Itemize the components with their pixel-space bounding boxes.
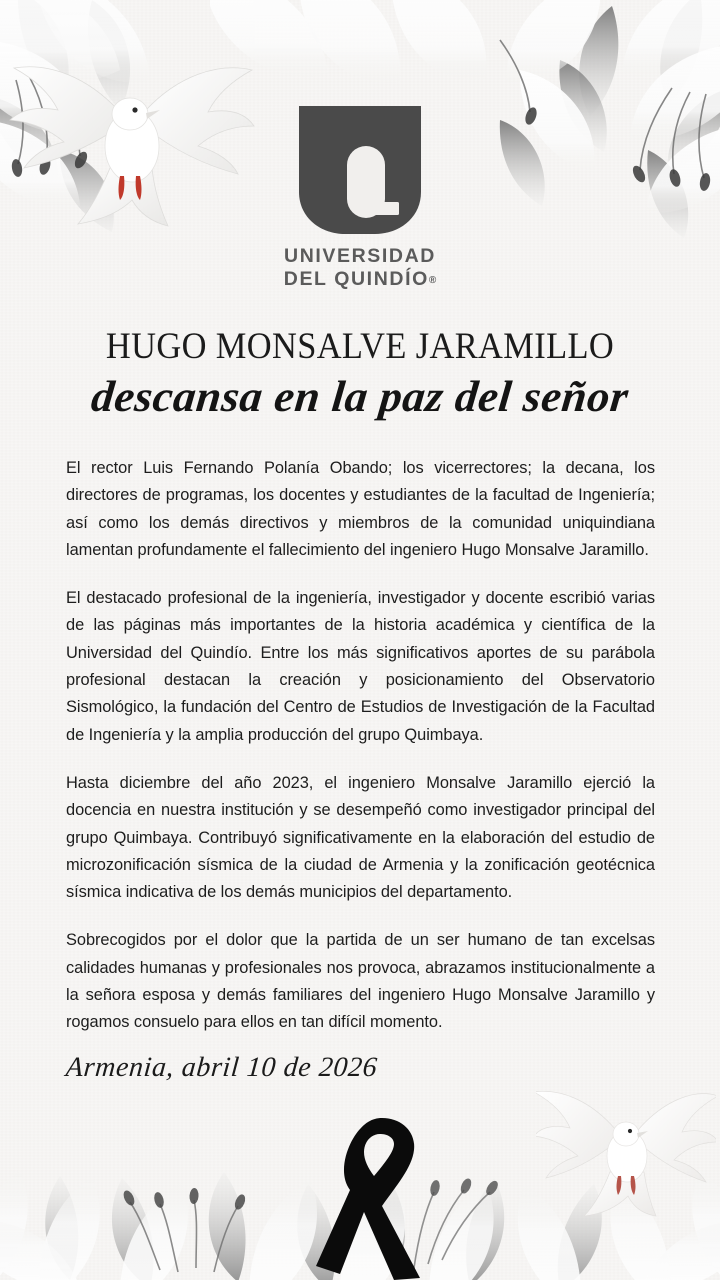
universidad-del-quindio-shield-icon	[295, 104, 425, 236]
rest-in-peace-phrase: descansa en la paz del señor	[89, 372, 631, 421]
paragraph-4: Sobrecogidos por el dolor que la partida de un ser humano de tan excelsas calidades humanas y profesionales nos provoca, abrazamos institucionalmente a la señora esposa y demás familiares del ingeniero Hugo Monsalve Jaramillo y rogamos consuelo para ellos en tan difícil momento.	[66, 931, 655, 1032]
university-logo-text	[0, 245, 720, 291]
place-and-date: Armenia, abril 10 de 2026	[64, 1052, 379, 1083]
registered-trademark-symbol: ®	[428, 275, 437, 286]
paragraph-1: El rector Luis Fernando Polanía Obando; los vicerrectores; la decana, los directores de programas, los docentes y estudiantes de la facultad de Ingeniería; así como los demás directivos y miembros de la comunidad uniquindiana lamentan profundamente el fallecimiento del ingeniero Hugo Monsalve Jaramillo.	[66, 459, 655, 559]
university-logo	[0, 104, 720, 291]
memorial-body-text	[66, 455, 655, 1037]
logo-line-2: DEL QUINDÍO	[283, 268, 429, 290]
deceased-name: HUGO MONSALVE JARAMILLO	[105, 326, 615, 367]
paragraph-3: Hasta diciembre del año 2023, el ingeniero Monsalve Jaramillo ejerció la docencia en nuestra institución y se desempeñó como investigador principal del grupo Quimbaya. Contribuyó significativamente en la elaboración del estudio de microzonificación sísmica de la ciudad de Armenia y la zonificación geotécnica sísmica indicativa de los demás municipios del departamento.	[66, 773, 655, 902]
paragraph-2: El destacado profesional de la ingeniería, investigador y docente escribió varias de las páginas más importantes de la historia académica y científica de la Universidad del Quindío. Entre los más significativos aportes de su parábola profesional destacan la creación y posicionamiento del Observatorio Sismológico, la fundación del Centro de Estudios de Investigación de la Facultad de Ingeniería y la amplia producción del grupo Quimbaya.	[66, 589, 655, 744]
logo-line-1: UNIVERSIDAD	[284, 245, 436, 267]
